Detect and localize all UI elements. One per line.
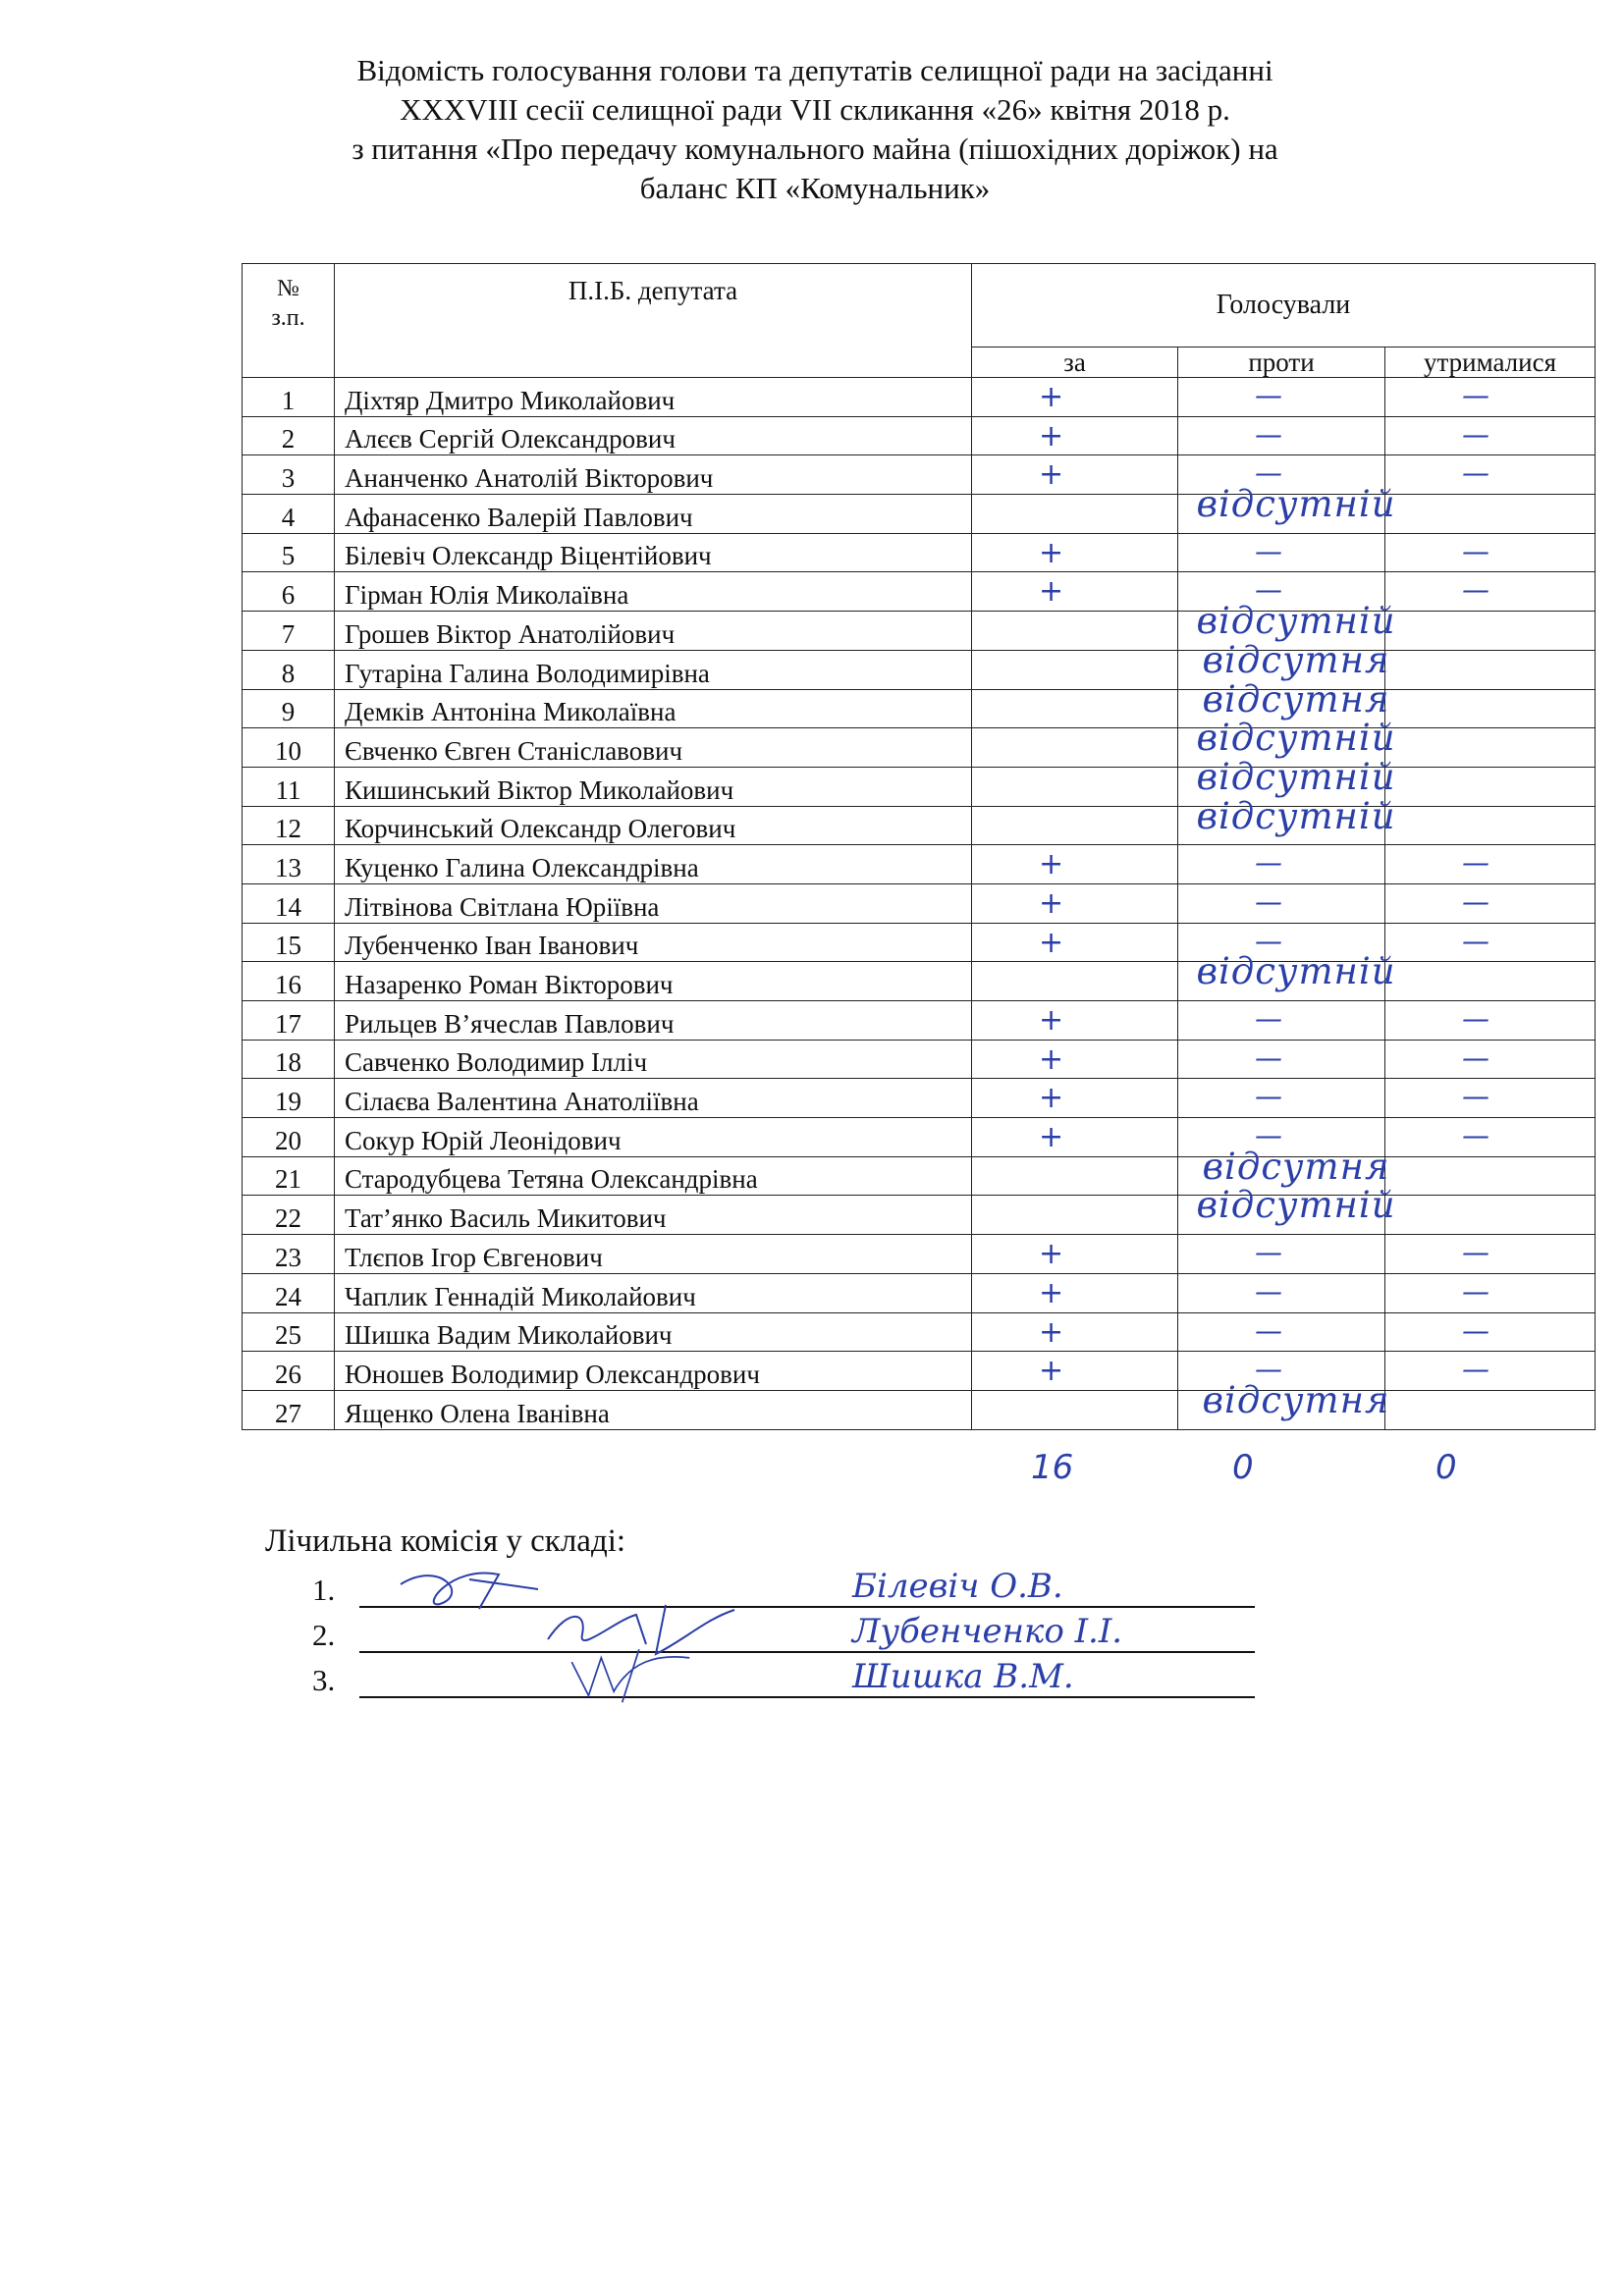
row-number: 18 — [243, 1040, 335, 1079]
vote-against-cell — [1178, 416, 1385, 455]
deputy-name: Гірман Юлія Миколаївна — [335, 572, 972, 612]
vote-abstained-cell — [1385, 1273, 1596, 1312]
row-number: 5 — [243, 533, 335, 572]
row-number: 25 — [243, 1312, 335, 1352]
commission-member-2 — [312, 1612, 1255, 1657]
header-number-symbol: № — [277, 276, 299, 301]
dash-mark: — — [1462, 1236, 1489, 1269]
row-number: 1 — [243, 378, 335, 417]
deputy-name: Лубенченко Іван Іванович — [335, 923, 972, 962]
counting-commission-label: Лічильна комісія у складі: — [265, 1523, 626, 1559]
vote-for-cell — [972, 950, 1396, 1001]
dash-mark: — — [1462, 846, 1489, 880]
deputy-name: Кишинський Віктор Миколайович — [335, 767, 972, 806]
row-number: 14 — [243, 883, 335, 923]
table-row — [243, 533, 1596, 572]
deputy-name: Грошев Віктор Анатолійович — [335, 612, 972, 651]
dash-mark: — — [1255, 573, 1282, 607]
table-row — [243, 1390, 1596, 1429]
row-number: 9 — [243, 689, 335, 728]
row-number: 21 — [243, 1156, 335, 1196]
deputy-name: Тат’янко Василь Микитович — [335, 1196, 972, 1235]
plus-mark: + — [1039, 380, 1064, 414]
dash-mark: — — [1462, 1353, 1489, 1386]
dash-mark: — — [1255, 1119, 1282, 1152]
vote-abstained-cell — [1385, 416, 1596, 455]
deputy-name: Демків Антоніна Миколаївна — [335, 689, 972, 728]
plus-mark: + — [1039, 1354, 1064, 1389]
plus-mark: + — [1039, 535, 1064, 570]
plus-mark: + — [1039, 1041, 1064, 1077]
deputy-name: Сокур Юрій Леонідович — [335, 1118, 972, 1157]
vote-against-cell — [1178, 1001, 1385, 1041]
deputy-name: Назаренко Роман Вікторович — [335, 962, 972, 1001]
total-against: 0 — [1232, 1448, 1254, 1487]
table-row — [243, 1273, 1596, 1312]
row-number: 7 — [243, 612, 335, 651]
row-number: 24 — [243, 1273, 335, 1312]
plus-mark: + — [1039, 1081, 1064, 1116]
header-voted: Голосували — [972, 264, 1596, 347]
vote-abstained-cell — [1385, 533, 1596, 572]
member-name-handwritten: Шишка В.М. — [852, 1657, 1074, 1696]
row-number: 22 — [243, 1196, 335, 1235]
table-row — [243, 495, 1596, 534]
plus-mark: + — [1039, 457, 1064, 493]
total-for: 16 — [1031, 1448, 1074, 1487]
document-title — [255, 51, 1375, 208]
vote-for-cell — [972, 416, 1178, 455]
dash-mark: — — [1255, 1041, 1282, 1074]
plus-mark: + — [1039, 925, 1064, 960]
row-number: 12 — [243, 806, 335, 845]
absent-mark: відсутній — [1196, 1184, 1396, 1227]
member-number: 2. — [312, 1618, 336, 1652]
row-number: 19 — [243, 1079, 335, 1118]
table-row — [243, 1001, 1596, 1041]
dash-mark: — — [1462, 534, 1489, 567]
deputy-name: Білевіч Олександр Віцентійович — [335, 533, 972, 572]
dash-mark: — — [1255, 456, 1282, 490]
deputy-name: Корчинський Олександр Олегович — [335, 806, 972, 845]
dash-mark: — — [1255, 379, 1282, 411]
plus-mark: + — [1039, 1275, 1064, 1310]
title-line-1: Відомість голосування голови та депутатів селищної ради на засіданні — [356, 53, 1273, 87]
vote-against-cell — [1178, 378, 1385, 417]
table-row — [243, 1235, 1596, 1274]
dash-mark: — — [1462, 1119, 1489, 1152]
deputy-name: Ященко Олена Іванівна — [335, 1390, 972, 1429]
absent-mark: відсутня — [1202, 1378, 1390, 1421]
dash-mark: — — [1462, 1002, 1489, 1035]
plus-mark: + — [1039, 1314, 1064, 1350]
row-number: 3 — [243, 455, 335, 495]
signature-line — [359, 1651, 1255, 1653]
header-name: П.І.Б. депутата — [335, 264, 972, 378]
dash-mark: — — [1255, 1313, 1282, 1347]
deputy-name: Рильцев В’ячеслав Павлович — [335, 1001, 972, 1041]
commission-member-1 — [312, 1567, 1255, 1612]
deputy-name: Стародубцева Тетяна Олександрівна — [335, 1156, 972, 1196]
vote-against-cell — [1178, 533, 1385, 572]
dash-mark: — — [1255, 1274, 1282, 1308]
vote-abstained-cell — [1385, 1079, 1596, 1118]
signature-3 — [548, 1645, 764, 1704]
table-row — [243, 378, 1596, 417]
vote-for-cell — [972, 1312, 1178, 1352]
vote-against-cell — [1178, 845, 1385, 884]
dash-mark: — — [1462, 924, 1489, 957]
dash-mark: — — [1255, 1080, 1282, 1113]
vote-for-cell — [972, 1184, 1396, 1235]
dash-mark: — — [1462, 417, 1489, 451]
dash-mark: — — [1462, 1080, 1489, 1113]
vote-abstained-cell — [1385, 378, 1596, 417]
row-number: 4 — [243, 495, 335, 534]
plus-mark: + — [1039, 885, 1064, 921]
dash-mark: — — [1255, 1002, 1282, 1035]
voting-table — [242, 263, 1596, 1430]
dash-mark: — — [1255, 417, 1282, 451]
row-number: 8 — [243, 650, 335, 689]
dash-mark: — — [1462, 573, 1489, 607]
absent-mark: відсутній — [1196, 950, 1396, 993]
vote-against-cell — [1178, 1235, 1385, 1274]
plus-mark: + — [1039, 574, 1064, 610]
header-number — [243, 264, 335, 378]
vote-for-cell — [972, 533, 1178, 572]
dash-mark: — — [1255, 534, 1282, 567]
vote-for-cell — [972, 794, 1396, 845]
row-number: 26 — [243, 1352, 335, 1391]
vote-for-cell — [972, 1079, 1178, 1118]
deputy-name: Юношев Володимир Олександрович — [335, 1352, 972, 1391]
deputy-name: Євченко Євген Станіславович — [335, 728, 972, 768]
dash-mark: — — [1255, 924, 1282, 957]
table-row — [243, 883, 1596, 923]
row-number: 15 — [243, 923, 335, 962]
table-row — [243, 416, 1596, 455]
vote-for-cell — [972, 378, 1178, 417]
vote-abstained-cell — [1385, 1001, 1596, 1041]
table-row — [243, 1079, 1596, 1118]
plus-mark: + — [1039, 418, 1064, 454]
absent-mark: відсутня — [1202, 1145, 1390, 1188]
absent-mark: відсутня — [1202, 677, 1390, 721]
dash-mark: — — [1255, 846, 1282, 880]
signature-line — [359, 1696, 1255, 1698]
row-number: 2 — [243, 416, 335, 455]
plus-mark: + — [1039, 1003, 1064, 1038]
deputy-name: Куценко Галина Олександрівна — [335, 845, 972, 884]
vote-against-cell — [1178, 883, 1385, 923]
dash-mark: — — [1462, 1274, 1489, 1308]
dash-mark: — — [1462, 1313, 1489, 1347]
vote-abstained-cell — [1385, 845, 1596, 884]
absent-mark: відсутній — [1196, 717, 1396, 760]
table-row — [243, 1040, 1596, 1079]
dash-mark: — — [1462, 456, 1489, 490]
vote-for-cell — [972, 1040, 1178, 1079]
header-abstained: утрималися — [1385, 347, 1596, 378]
deputy-name: Шишка Вадим Миколайович — [335, 1312, 972, 1352]
vote-for-cell — [972, 483, 1396, 534]
vote-abstained-cell — [1385, 1040, 1596, 1079]
row-number: 27 — [243, 1390, 335, 1429]
absent-mark: відсутня — [1202, 638, 1390, 681]
vote-for-cell — [972, 883, 1178, 923]
deputy-name: Літвінова Світлана Юріївна — [335, 883, 972, 923]
table-row — [243, 962, 1596, 1001]
title-line-4: баланс КП «Комунальник» — [639, 171, 991, 205]
row-number: 17 — [243, 1001, 335, 1041]
vote-abstained-cell — [1385, 1312, 1596, 1352]
total-abstained: 0 — [1435, 1448, 1457, 1487]
row-number: 23 — [243, 1235, 335, 1274]
member-name-handwritten: Лубенченко І.І. — [852, 1612, 1123, 1651]
vote-for-cell — [972, 1378, 1390, 1429]
absent-mark: відсутній — [1196, 600, 1396, 643]
vote-for-cell — [972, 1273, 1178, 1312]
commission-member-3 — [312, 1657, 1255, 1702]
table-row — [243, 806, 1596, 845]
deputy-name: Діхтяр Дмитро Миколайович — [335, 378, 972, 417]
vote-against-cell — [1178, 1273, 1385, 1312]
title-line-2: XXXVIII сесії селищної ради VII скликання «26» квітня 2018 р. — [400, 92, 1230, 127]
deputy-name: Ананченко Анатолій Вікторович — [335, 455, 972, 495]
table-row — [243, 1196, 1596, 1235]
header-number-abbr: з.п. — [271, 305, 305, 331]
row-number: 16 — [243, 962, 335, 1001]
vote-for-cell — [972, 1235, 1178, 1274]
vote-for-cell — [972, 845, 1178, 884]
deputy-name: Афанасенко Валерій Павлович — [335, 495, 972, 534]
deputy-name: Тлєпов Ігор Євгенович — [335, 1235, 972, 1274]
plus-mark: + — [1039, 1237, 1064, 1272]
dash-mark: — — [1255, 1353, 1282, 1386]
dash-mark: — — [1462, 379, 1489, 411]
absent-mark: відсутній — [1196, 483, 1396, 526]
deputy-name: Сілаєва Валентина Анатоліївна — [335, 1079, 972, 1118]
vote-for-cell — [972, 1001, 1178, 1041]
header-for: за — [972, 347, 1178, 378]
row-number: 13 — [243, 845, 335, 884]
absent-mark: відсутній — [1196, 794, 1396, 837]
dash-mark: — — [1462, 884, 1489, 918]
row-number: 10 — [243, 728, 335, 768]
dash-mark: — — [1462, 1041, 1489, 1074]
deputy-name: Савченко Володимир Ілліч — [335, 1040, 972, 1079]
row-number: 6 — [243, 572, 335, 612]
vote-against-cell — [1178, 1312, 1385, 1352]
vote-against-cell — [1178, 1040, 1385, 1079]
title-line-3: з питання «Про передачу комунального майна (пішохідних доріжок) на — [352, 132, 1278, 166]
plus-mark: + — [1039, 1120, 1064, 1155]
header-against: проти — [1178, 347, 1385, 378]
deputy-name: Алєєв Сергій Олександрович — [335, 416, 972, 455]
vote-rows — [243, 378, 1596, 1430]
row-number: 20 — [243, 1118, 335, 1157]
plus-mark: + — [1039, 847, 1064, 882]
member-name-handwritten: Білевіч О.В. — [852, 1567, 1063, 1606]
vote-abstained-cell — [1385, 883, 1596, 923]
dash-mark: — — [1255, 884, 1282, 918]
vote-against-cell — [1178, 1079, 1385, 1118]
row-number: 11 — [243, 767, 335, 806]
dash-mark: — — [1255, 1236, 1282, 1269]
vote-abstained-cell — [1385, 1235, 1596, 1274]
table-row — [243, 1312, 1596, 1352]
table-row — [243, 845, 1596, 884]
deputy-name: Гутаріна Галина Володимирівна — [335, 650, 972, 689]
member-number: 1. — [312, 1573, 336, 1607]
absent-mark: відсутній — [1196, 755, 1396, 798]
member-number: 3. — [312, 1663, 336, 1697]
deputy-name: Чаплик Геннадій Миколайович — [335, 1273, 972, 1312]
